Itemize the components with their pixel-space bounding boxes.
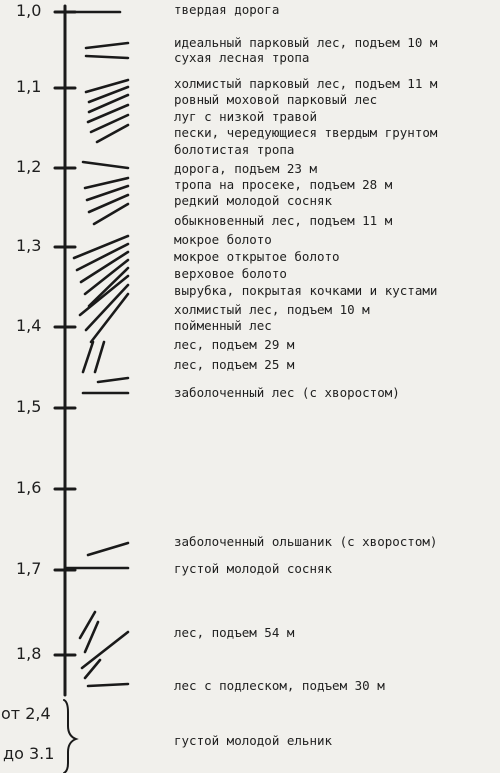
tick-label: 1,2 — [16, 157, 42, 176]
terrain-label: дорога, подъем 23 м — [174, 161, 317, 176]
terrain-label: густой молодой сосняк — [174, 561, 333, 576]
range-to-label: до 3.1 — [3, 744, 55, 763]
pointer-line — [86, 56, 128, 58]
terrain-label: сухая лесная тропа — [174, 50, 310, 65]
terrain-label: пески, чередующиеся твердым грунтом — [174, 125, 438, 140]
pointer-line — [88, 543, 128, 555]
terrain-label: редкий молодой сосняк — [174, 193, 333, 208]
terrain-label: ровный моховой парковый лес — [174, 92, 378, 107]
range-from-label: от 2,4 — [1, 704, 51, 723]
terrain-label: холмистый лес, подъем 10 м — [174, 302, 370, 317]
terrain-label: луг с низкой травой — [174, 109, 317, 124]
terrain-label: лес с подлеском, подъем 30 м — [174, 678, 385, 693]
tick-label: 1,3 — [16, 236, 42, 255]
terrain-label: мокрое открытое болото — [174, 249, 340, 264]
terrain-label: пойменный лес — [174, 318, 272, 333]
terrain-label: мокрое болото — [174, 232, 272, 247]
pointer-line — [98, 378, 128, 382]
pointer-line — [89, 95, 128, 112]
terrain-label: идеальный парковый лес, подъем 10 м — [174, 35, 438, 50]
terrain-label: обыкновенный лес, подъем 11 м — [174, 213, 393, 228]
tick-label: 1,1 — [16, 77, 42, 96]
tick-label: 1,6 — [16, 478, 42, 497]
pointer-line — [82, 632, 128, 668]
terrain-label: заболоченный ольшаник (с хворостом) — [174, 534, 438, 549]
pointer-line — [83, 162, 128, 168]
pointer-line — [83, 342, 93, 372]
terrain-label: холмистый парковый лес, подъем 11 м — [174, 76, 438, 91]
terrain-label: лес, подъем 54 м — [174, 625, 295, 640]
pointer-line — [88, 684, 128, 686]
terrain-label: верховое болото — [174, 266, 287, 281]
tick-label: 1,5 — [16, 397, 42, 416]
tick-label: 1,8 — [16, 644, 42, 663]
pointer-line — [88, 105, 128, 122]
pointer-line — [86, 43, 128, 48]
terrain-label: тропа на просеке, подъем 28 м — [174, 177, 393, 192]
terrain-label: лес, подъем 29 м — [174, 337, 295, 352]
tick-label: 1,0 — [16, 1, 42, 20]
tick-label: 1,7 — [16, 559, 42, 578]
terrain-label: густой молодой ельник — [174, 733, 333, 748]
terrain-label: вырубка, покрытая кочками и кустами — [174, 283, 438, 298]
range-brace — [64, 700, 76, 773]
terrain-label: лес, подъем 25 м — [174, 357, 295, 372]
pointer-line — [85, 178, 128, 188]
terrain-label: заболоченный лес (с хворостом) — [174, 385, 400, 400]
terrain-label: болотистая тропа — [174, 142, 295, 157]
pointer-line — [95, 342, 104, 372]
terrain-label: твердая дорога — [174, 2, 280, 17]
tick-label: 1,4 — [16, 316, 42, 335]
